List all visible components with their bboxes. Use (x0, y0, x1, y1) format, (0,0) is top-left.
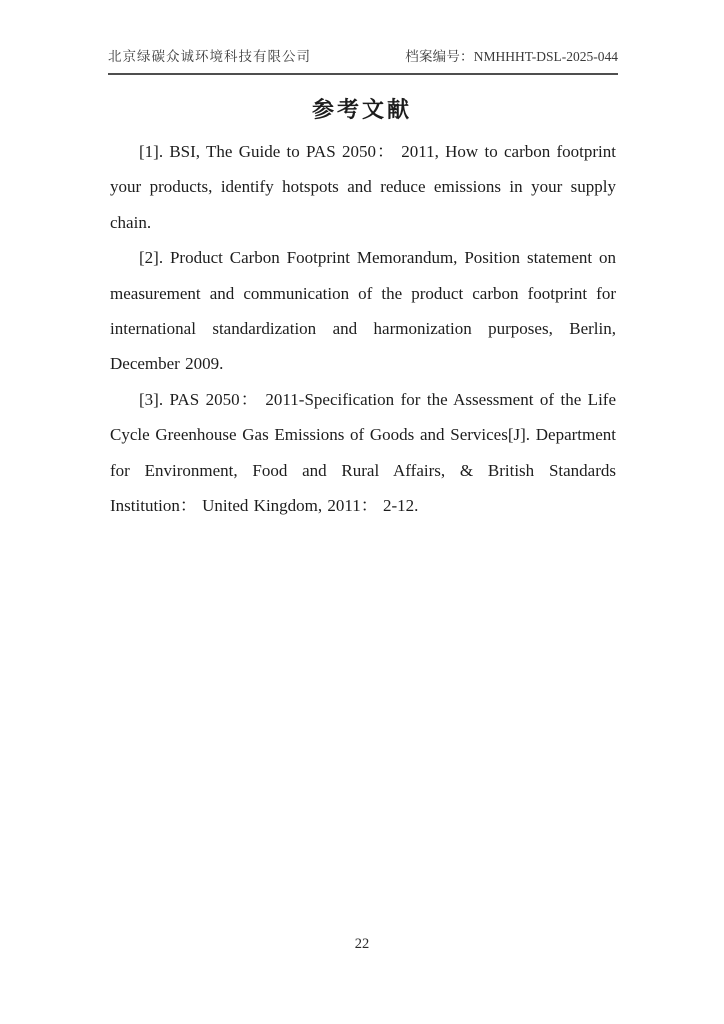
reference-item-3: [3]. PAS 2050： 2011-Specification for the Assessment of the Life Cycle Greenhouse Gas Emissions of Goods and Services[J]. Department for Environment, Food and Rural Affairs, & British Standards Institution： United Kingdom, 2011： 2-12. (110, 389, 616, 516)
header-doc-number: NMHHHT-DSL-2025-044 (473, 49, 618, 64)
reference-item-2: [2]. Product Carbon Footprint Memorandum, Position statement on measurement and communication of the product carbon footprint for international standardization and harmonization purposes, Berlin, December 2009. (110, 248, 616, 374)
header-company-name: 北京绿碳众诚环境科技有限公司 (108, 49, 311, 64)
header-doc-ref (405, 45, 618, 65)
references-section (110, 134, 616, 523)
page-number: 22 (354, 936, 370, 952)
page-header (108, 45, 618, 75)
header-doc-label: 档案编号： (405, 49, 474, 64)
reference-item-1: [1]. BSI, The Guide to PAS 2050： 2011, How to carbon footprint your products, identify hotspots and reduce emissions in your supply chain. (110, 142, 616, 232)
page-title: 参考文献 (311, 97, 412, 122)
